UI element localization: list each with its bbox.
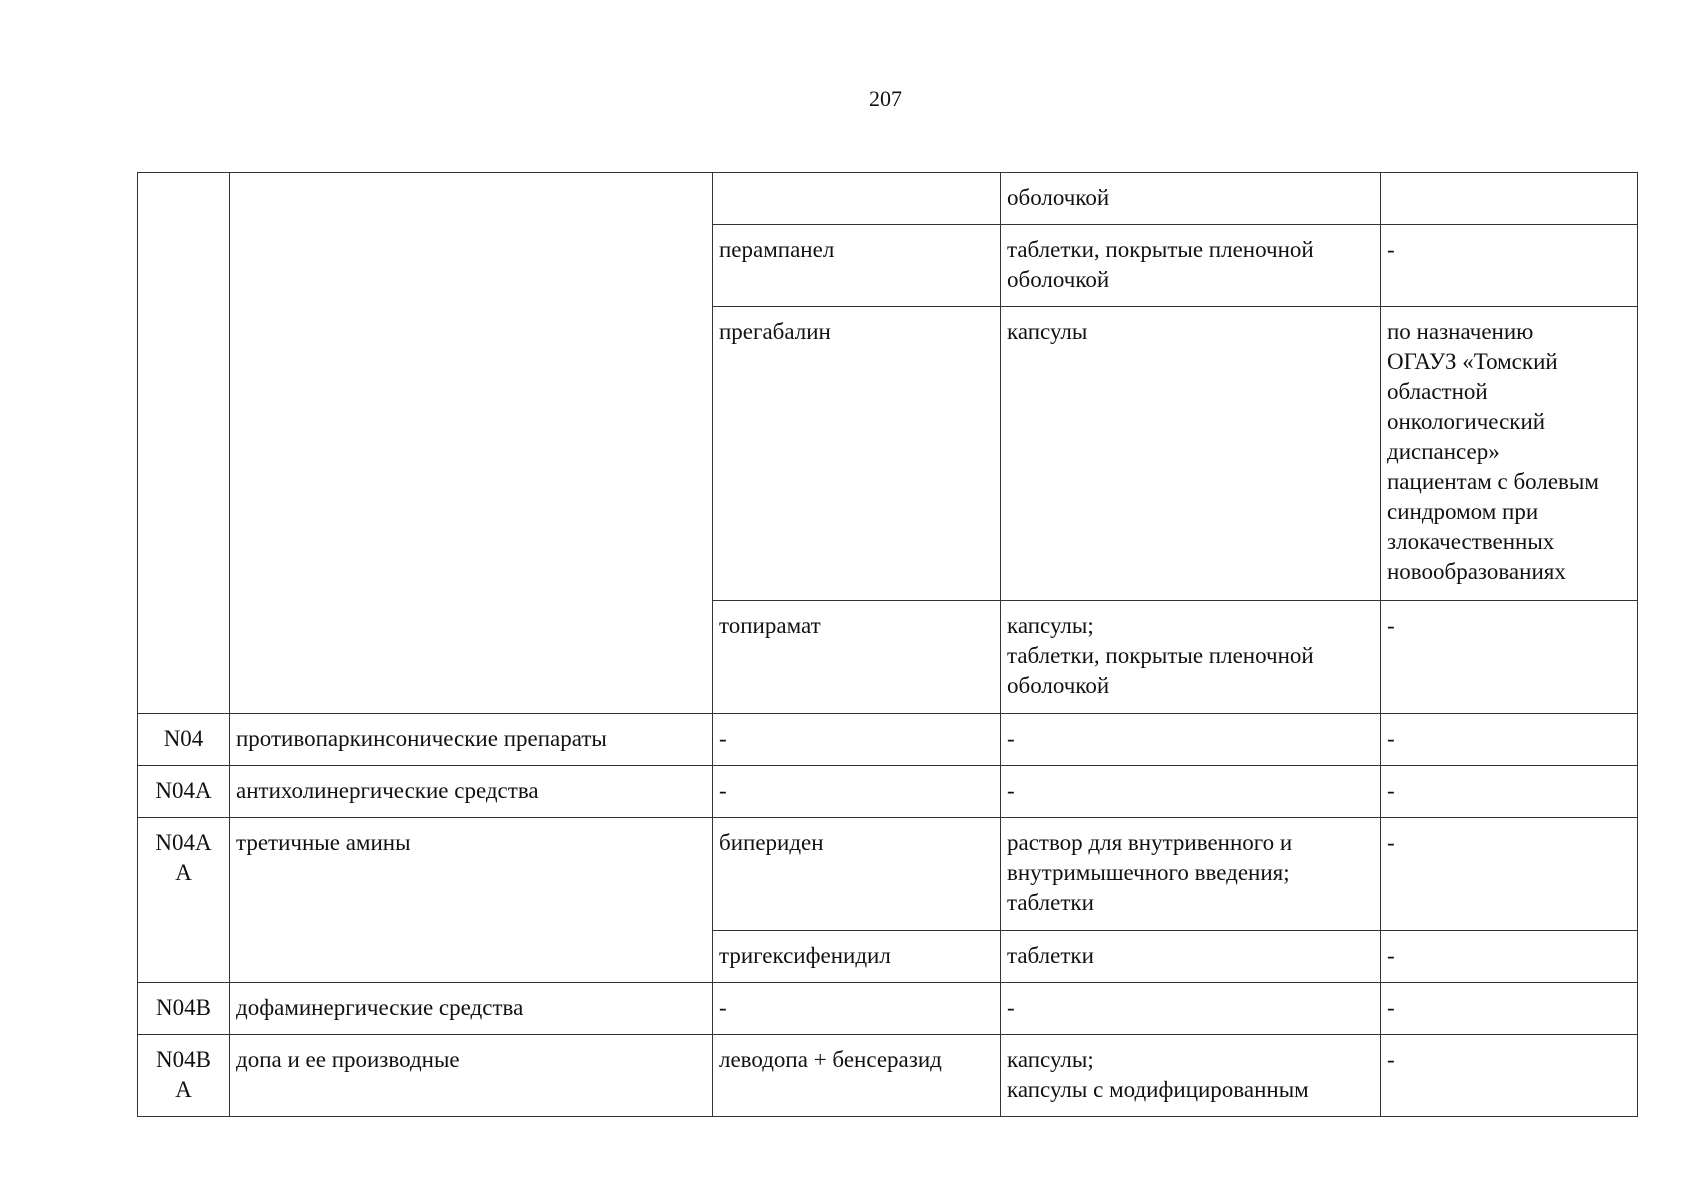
atc-code-cell: N04A [138,766,230,818]
inn-cell [713,173,1001,225]
table-row [138,173,1638,225]
dosage-form-cell: таблетки, покрытые пленочной оболочкой [1001,225,1381,307]
inn-cell: бипериден [713,818,1001,931]
inn-cell: - [713,983,1001,1035]
note-cell: - [1381,225,1638,307]
table-row [138,983,1638,1035]
atc-code-cell [138,173,230,714]
dosage-form-cell: - [1001,766,1381,818]
atc-code-cell: N04A A [138,818,230,983]
table-row [138,818,1638,931]
group-cell: дофаминергические средства [230,983,713,1035]
note-cell [1381,173,1638,225]
note-cell: - [1381,714,1638,766]
group-cell [230,173,713,714]
page-number: 207 [869,86,902,111]
table-row [138,1035,1638,1117]
note-cell: - [1381,818,1638,931]
group-cell: третичные амины [230,818,713,983]
table-row [138,766,1638,818]
group-cell: допа и ее производные [230,1035,713,1117]
note-cell: - [1381,1035,1638,1117]
dosage-form-cell: капсулы; таблетки, покрытые пленочной оболочкой [1001,601,1381,714]
dosage-form-cell: капсулы; капсулы с модифицированным [1001,1035,1381,1117]
note-cell: - [1381,601,1638,714]
drug-table [137,172,1638,1117]
group-cell: антихолинергические средства [230,766,713,818]
inn-cell: прегабалин [713,307,1001,601]
note-cell: по назначению ОГАУЗ «Томский областной онкологический диспансер» пациентам с болевым синдромом при злокачественных новообразованиях [1381,307,1638,601]
dosage-form-cell: - [1001,983,1381,1035]
inn-cell: перампанел [713,225,1001,307]
dosage-form-cell: оболочкой [1001,173,1381,225]
note-cell: - [1381,766,1638,818]
inn-cell: - [713,714,1001,766]
note-cell: - [1381,931,1638,983]
group-cell: противопаркинсонические препараты [230,714,713,766]
dosage-form-cell: - [1001,714,1381,766]
atc-code-cell: N04B A [138,1035,230,1117]
inn-cell: тригексифенидил [713,931,1001,983]
dosage-form-cell: таблетки [1001,931,1381,983]
inn-cell: топирамат [713,601,1001,714]
inn-cell: леводопа + бенсеразид [713,1035,1001,1117]
table-row [138,714,1638,766]
note-cell: - [1381,983,1638,1035]
dosage-form-cell: раствор для внутривенного и внутримышечного введения; таблетки [1001,818,1381,931]
inn-cell: - [713,766,1001,818]
atc-code-cell: N04B [138,983,230,1035]
atc-code-cell: N04 [138,714,230,766]
dosage-form-cell: капсулы [1001,307,1381,601]
